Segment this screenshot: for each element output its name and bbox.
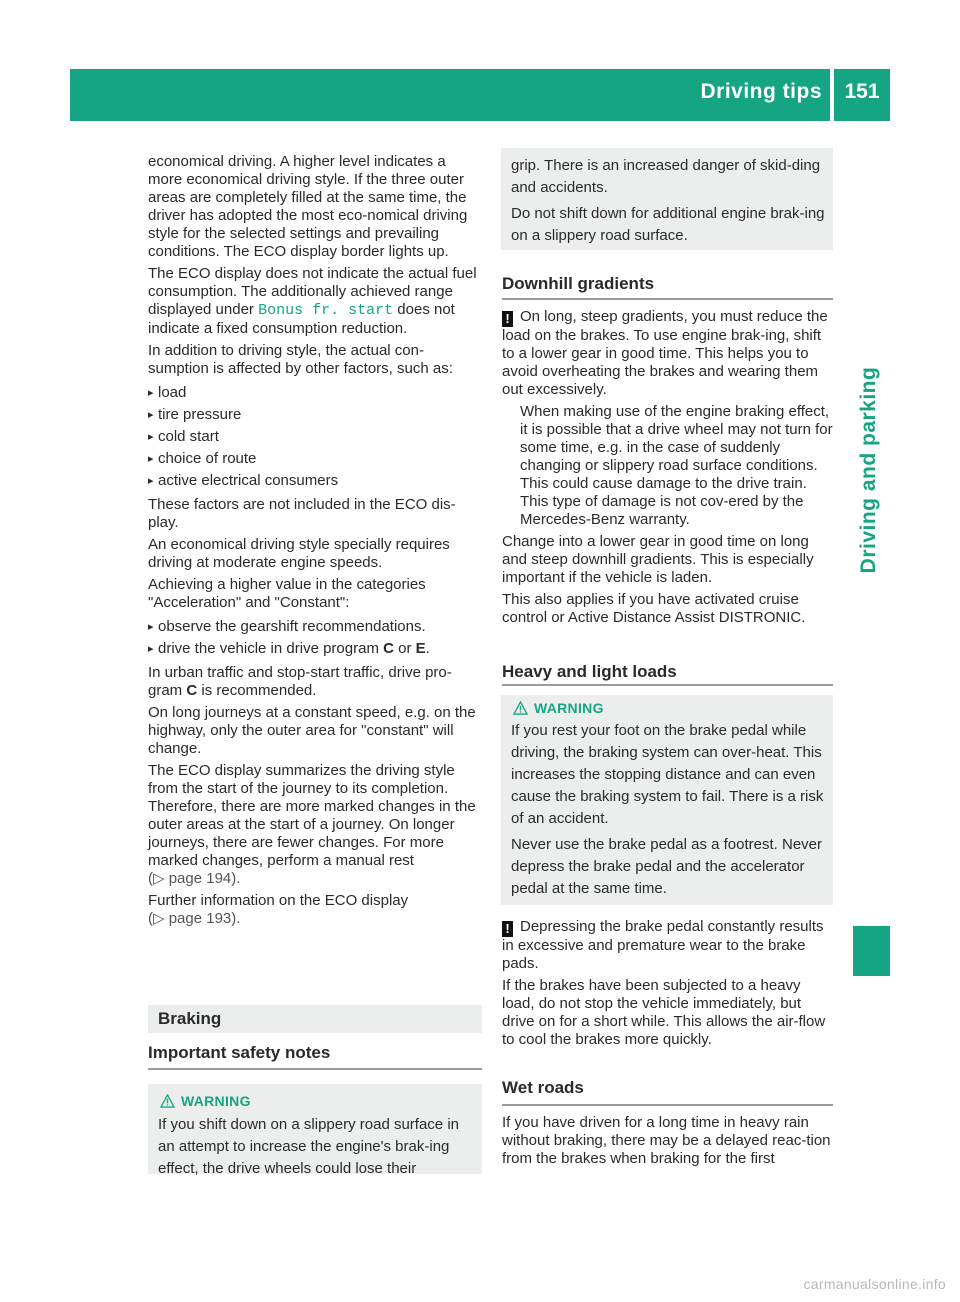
list-item: ▸ cold start xyxy=(148,426,482,448)
subsection xyxy=(502,274,833,294)
warning-header xyxy=(158,1092,473,1111)
subsection xyxy=(502,662,833,682)
warning-triangle-icon xyxy=(513,701,528,715)
tip-list xyxy=(148,616,482,660)
list-item: ▸ choice of route xyxy=(148,448,482,470)
section-heading: Braking xyxy=(158,1009,222,1028)
watermark: carmanualsonline.info xyxy=(803,1276,946,1292)
warning-label: WARNING xyxy=(534,700,604,716)
warning-text: If you rest your foot on the brake pedal while driving, the braking system can over-heat. This increases the stopping distance and can even cause the braking system to fail. There is a risk of an accident. xyxy=(511,722,824,827)
exclamation-icon: ! xyxy=(502,311,513,327)
paragraph: economical driving. A higher level indicates a more economical driving style. If the three outer areas are completely filled at the same time, the driver has adopted the most eco-nomical driving style for the selected settings and prevailing conditions. The ECO display border lights up. xyxy=(148,153,468,260)
display-message: Bonus fr. start xyxy=(258,302,394,319)
paragraph: The ECO display does not indicate the actual fuel consumption. The additionally achieved range displayed under Bonus fr. start does not indicate a fixed consumption reduction. xyxy=(148,265,477,337)
warning-box xyxy=(501,695,833,905)
section-band xyxy=(148,1005,482,1033)
factor-list xyxy=(148,382,482,492)
paragraph: Change into a lower gear in good time on long and steep downhill gradients. This is especially important if the vehicle is laden. xyxy=(502,533,814,586)
subsection-heading: Heavy and light loads xyxy=(502,662,677,681)
note: ! Depressing the brake pedal constantly results in excessive and premature wear to the brake pads. xyxy=(502,918,824,972)
list-item: ▸ active electrical consumers xyxy=(148,470,482,492)
left-column xyxy=(148,153,482,932)
paragraph: Further information on the ECO display (▷ page 193). xyxy=(148,892,409,927)
divider xyxy=(148,1068,482,1070)
divider xyxy=(502,298,833,300)
subsection xyxy=(502,1078,833,1098)
exclamation-icon: ! xyxy=(502,921,513,937)
warning-content xyxy=(511,699,827,904)
wet-roads-content xyxy=(502,1114,833,1172)
warning-text: Do not shift down for additional engine brak-ing on a slippery road surface. xyxy=(511,205,825,244)
page-title: Driving tips xyxy=(700,80,822,103)
warning-continuation-box xyxy=(501,148,833,250)
subsection-heading: Important safety notes xyxy=(148,1043,331,1062)
paragraph: In addition to driving style, the actual con-sumption is affected by other factors, such as: xyxy=(148,342,453,377)
paragraph: On long journeys at a constant speed, e.g. on the highway, only the outer area for "constant" will change. xyxy=(148,704,476,757)
warning-box xyxy=(148,1084,482,1177)
downhill-content xyxy=(502,308,833,631)
page-number: 151 xyxy=(844,80,880,103)
warning-triangle-icon xyxy=(160,1094,175,1108)
section-marker xyxy=(853,926,890,976)
section-label: Driving and parking xyxy=(857,366,880,574)
paragraph: This also applies if you have activated cruise control or Active Distance Assist DISTRONIC. xyxy=(502,591,806,626)
loads-content xyxy=(502,918,833,1053)
warning-text: grip. There is an increased danger of skid-ding and accidents. xyxy=(511,157,821,196)
paragraph: An economical driving style specially requires driving at moderate engine speeds. xyxy=(148,536,450,571)
section-side-tab xyxy=(849,300,889,630)
note: ! On long, steep gradients, you must reduce the load on the brakes. To use engine brak-ing, shift to a lower gear in good time. This helps you to avoid overheating the brakes and wearing them out excessively. xyxy=(502,308,828,398)
warning-content xyxy=(158,1092,473,1184)
paragraph: If you have driven for a long time in heavy rain without braking, there may be a delayed reac-tion from the brakes when braking for the first xyxy=(502,1114,831,1167)
warning-header xyxy=(511,699,827,718)
divider xyxy=(502,1104,833,1106)
list-item: ▸ load xyxy=(148,382,482,404)
paragraph: If the brakes have been subjected to a heavy load, do not stop the vehicle immediately, but drive on for a short while. This allows the air-flow to cool the brakes more quickly. xyxy=(502,977,826,1048)
warning-label: WARNING xyxy=(181,1093,251,1109)
list-item: ▸ drive the vehicle in drive program C or E. xyxy=(148,638,482,660)
subsection-heading: Downhill gradients xyxy=(502,274,655,293)
paragraph: The ECO display summarizes the driving style from the start of the journey to its completion. Therefore, there are more marked changes in the outer areas at the start of a journey. On longer journeys, there are fewer changes. For more marked changes, perform a manual rest (▷ page 194). xyxy=(148,762,476,887)
note: When making use of the engine braking effect, it is possible that a drive wheel may not turn for some time, e.g. in the case of suddenly changing or slippery road surface conditions. This could cause damage to the drive train. This type of damage is not cov-ered by the Mercedes-Benz warranty. xyxy=(520,403,833,528)
subsection-heading: Wet roads xyxy=(502,1078,584,1097)
page-reference-link[interactable]: (▷ page 194). xyxy=(148,870,241,887)
paragraph: These factors are not included in the ECO dis-play. xyxy=(148,496,456,531)
paragraph: In urban traffic and stop-start traffic, drive pro-gram C is recommended. xyxy=(148,664,452,699)
page-reference-link[interactable]: (▷ page 193). xyxy=(148,910,241,927)
subsection xyxy=(148,1043,482,1063)
warning-content xyxy=(511,155,827,251)
paragraph: Achieving a higher value in the categories "Acceleration" and "Constant": xyxy=(148,576,426,611)
warning-text: If you shift down on a slippery road surface in an attempt to increase the engine's brak-ing effect, the drive wheels could lose their xyxy=(158,1116,459,1177)
divider xyxy=(502,684,833,686)
list-item: ▸ observe the gearshift recommendations. xyxy=(148,616,482,638)
list-item: ▸ tire pressure xyxy=(148,404,482,426)
warning-text: Never use the brake pedal as a footrest. Never depress the brake pedal and the accelerator pedal at the same time. xyxy=(511,836,823,897)
